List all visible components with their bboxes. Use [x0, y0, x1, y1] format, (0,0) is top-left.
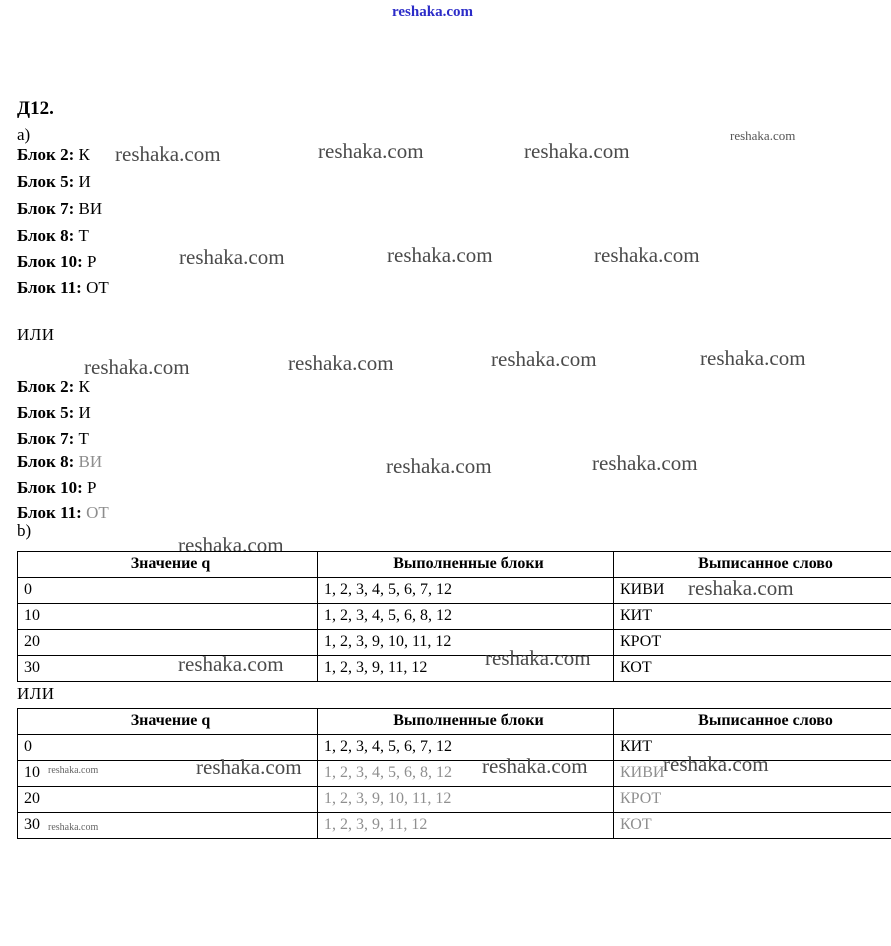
block-label: Блок 8:	[17, 452, 75, 471]
block-label: Блок 11:	[17, 503, 82, 522]
cell-word: КРОТ	[614, 787, 891, 813]
block-line	[17, 377, 90, 397]
column-header-q: Значение q	[18, 709, 318, 735]
block-value: ВИ	[78, 199, 103, 218]
block-label: Блок 10:	[17, 478, 83, 497]
block-line	[17, 503, 109, 523]
block-label: Блок 10:	[17, 252, 83, 271]
cell-q: 0	[18, 735, 318, 761]
watermark: reshaka.com	[84, 355, 190, 379]
block-line	[17, 199, 102, 219]
watermark: reshaka.com	[179, 245, 285, 269]
table-row	[18, 630, 891, 656]
results-table-first	[17, 551, 891, 682]
watermark: reshaka.com	[178, 652, 284, 676]
cell-blocks: 1, 2, 3, 9, 11, 12	[318, 656, 614, 682]
table-row	[18, 813, 891, 839]
cell-word: КИТ	[614, 735, 891, 761]
cell-word: КОТ	[614, 656, 891, 682]
block-value: Р	[87, 252, 97, 271]
watermark: reshaka.com	[663, 752, 769, 776]
table-row	[18, 787, 891, 813]
watermark: reshaka.com	[318, 139, 424, 163]
cell-word: КИВИ	[614, 761, 891, 787]
cell-q: 0	[18, 578, 318, 604]
watermark: reshaka.com	[386, 454, 492, 478]
watermark: reshaka.com	[48, 765, 99, 776]
block-value: И	[78, 403, 91, 422]
watermark: reshaka.com	[491, 347, 597, 371]
cell-word: КИТ	[614, 604, 891, 630]
block-value: Р	[87, 478, 97, 497]
block-label: Блок 7:	[17, 429, 75, 448]
block-line	[17, 403, 91, 423]
watermark-brand: reshaka.com	[392, 4, 473, 20]
watermark: reshaka.com	[700, 346, 806, 370]
block-value: К	[78, 377, 90, 396]
block-value: К	[78, 145, 90, 164]
cell-blocks: 1, 2, 3, 9, 11, 12	[318, 813, 614, 839]
block-line	[17, 278, 109, 298]
cell-q: 20	[18, 787, 318, 813]
cell-q: 10	[18, 761, 318, 787]
watermark: reshaka.com	[688, 576, 794, 600]
table-row	[18, 735, 891, 761]
block-line	[17, 478, 96, 498]
results-table-second	[17, 708, 891, 839]
cell-blocks: 1, 2, 3, 4, 5, 6, 7, 12	[318, 735, 614, 761]
table-header-row	[18, 552, 891, 578]
cell-word: КИВИ	[614, 578, 891, 604]
block-value: И	[78, 172, 91, 191]
table-row	[18, 578, 891, 604]
block-label: Блок 2:	[17, 377, 75, 396]
column-header-word: Выписанное слово	[614, 552, 891, 578]
block-label: Блок 2:	[17, 145, 75, 164]
cell-q: 30	[18, 813, 318, 839]
watermark: reshaka.com	[482, 754, 588, 778]
block-line	[17, 226, 89, 246]
cell-blocks: 1, 2, 3, 4, 5, 6, 8, 12	[318, 761, 614, 787]
watermark: reshaka.com	[178, 533, 284, 557]
block-value: ВИ	[78, 452, 103, 471]
watermark: reshaka.com	[196, 755, 302, 779]
exercise-title: Д12.	[17, 98, 54, 119]
column-header-blocks: Выполненные блоки	[318, 552, 614, 578]
cell-blocks: 1, 2, 3, 9, 10, 11, 12	[318, 630, 614, 656]
table-row	[18, 656, 891, 682]
block-value: ОТ	[86, 503, 109, 522]
cell-blocks: 1, 2, 3, 9, 10, 11, 12	[318, 787, 614, 813]
watermark: reshaka.com	[288, 351, 394, 375]
watermark: reshaka.com	[115, 142, 221, 166]
watermark: reshaka.com	[592, 451, 698, 475]
or-separator: ИЛИ	[17, 325, 55, 344]
table-row	[18, 604, 891, 630]
cell-q: 20	[18, 630, 318, 656]
block-line	[17, 452, 102, 472]
block-label: Блок 5:	[17, 172, 75, 191]
cell-q: 30	[18, 656, 318, 682]
watermark: reshaka.com	[594, 243, 700, 267]
block-line	[17, 252, 96, 272]
block-line	[17, 172, 91, 192]
block-label: Блок 7:	[17, 199, 75, 218]
block-value: ОТ	[86, 278, 109, 297]
cell-blocks: 1, 2, 3, 4, 5, 6, 7, 12	[318, 578, 614, 604]
cell-blocks: 1, 2, 3, 4, 5, 6, 8, 12	[318, 604, 614, 630]
block-label: Блок 5:	[17, 403, 75, 422]
cell-word: КРОТ	[614, 630, 891, 656]
or-separator: ИЛИ	[17, 684, 55, 703]
cell-word: КОТ	[614, 813, 891, 839]
column-header-word: Выписанное слово	[614, 709, 891, 735]
table-row	[18, 761, 891, 787]
block-value: Т	[78, 226, 89, 245]
column-header-q: Значение q	[18, 552, 318, 578]
watermark: reshaka.com	[485, 646, 591, 670]
cell-q: 10	[18, 604, 318, 630]
block-value: Т	[78, 429, 89, 448]
watermark: reshaka.com	[730, 128, 796, 143]
table-header-row	[18, 709, 891, 735]
block-line	[17, 145, 90, 165]
column-header-blocks: Выполненные блоки	[318, 709, 614, 735]
block-label: Блок 8:	[17, 226, 75, 245]
block-label: Блок 11:	[17, 278, 82, 297]
watermark: reshaka.com	[524, 139, 630, 163]
part-a-label: а)	[17, 125, 31, 144]
watermark: reshaka.com	[48, 822, 99, 833]
block-line	[17, 429, 89, 449]
watermark: reshaka.com	[387, 243, 493, 267]
part-b-label: b)	[17, 521, 32, 540]
